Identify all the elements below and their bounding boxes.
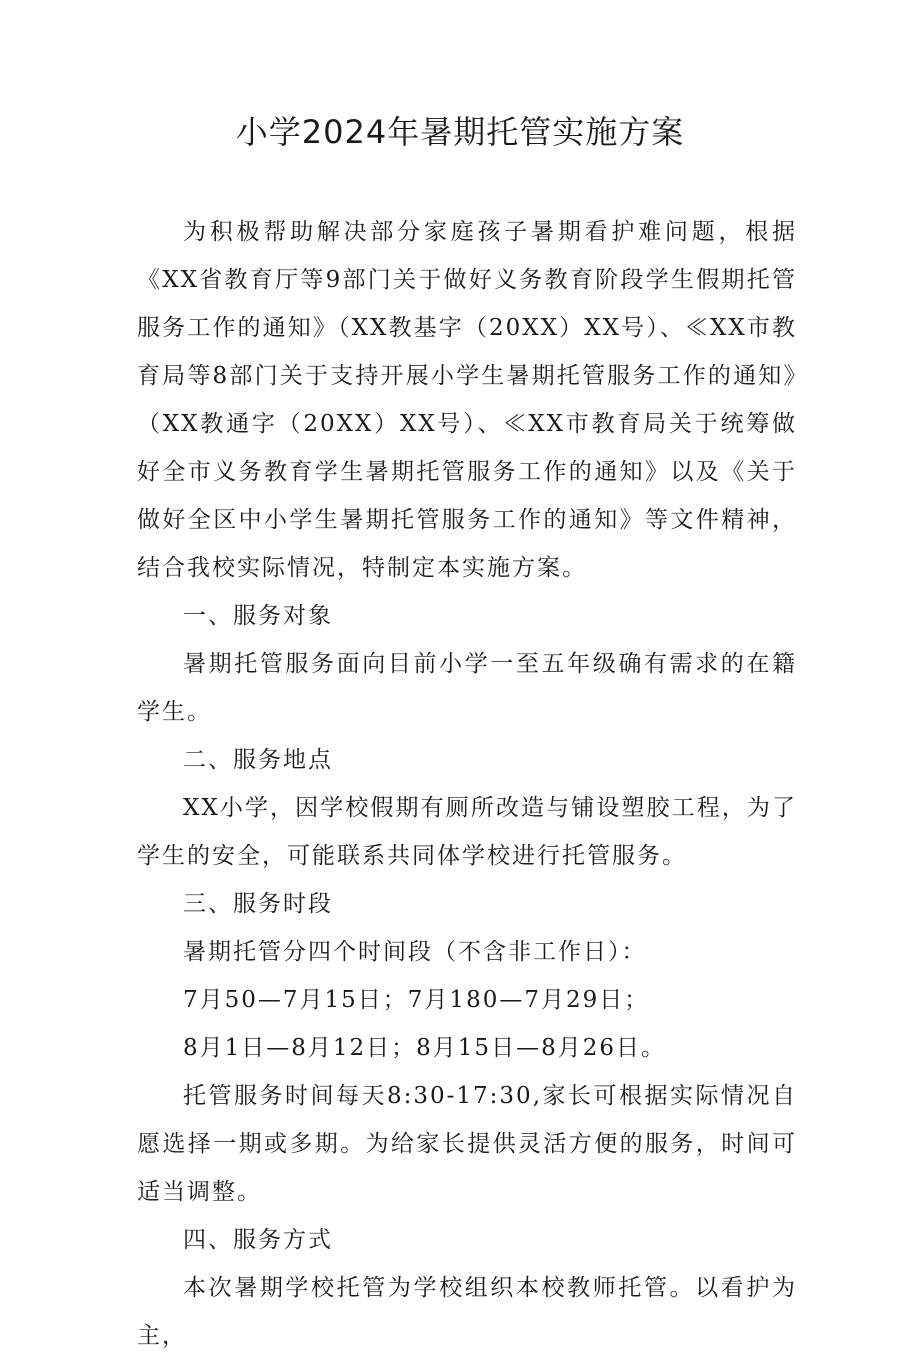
service-period-july: 7月50—7月15日；7月180—7月29日；: [183, 987, 650, 1013]
document-title: 小学2024年暑期托管实施方案: [235, 113, 685, 151]
service-hours-paragraph: 托管服务时间每天8:30-17:30,家长可根据实际情况自愿选择一期或多期。为给家长提供灵活方便的服务，时间可适当调整。: [137, 1083, 797, 1205]
service-period-august: 8月1日—8月12日；8月15日—8月26日。: [183, 1035, 666, 1061]
service-method-paragraph: 本次暑期学校托管为学校组织本校教师托管。以看护为主，: [137, 1275, 797, 1349]
section-heading-service-target: 一、服务对象: [183, 603, 333, 629]
section-heading-service-location: 二、服务地点: [183, 747, 333, 773]
document-body: [137, 208, 797, 1360]
service-period-intro: 暑期托管分四个时间段（不含非工作日）：: [183, 939, 647, 965]
section-heading-service-period: 三、服务时段: [183, 891, 333, 917]
section-heading-service-method: 四、服务方式: [183, 1227, 333, 1253]
service-target-paragraph: 暑期托管服务面向目前小学一至五年级确有需求的在籍学生。: [137, 651, 797, 725]
intro-paragraph: 为积极帮助解决部分家庭孩子暑期看护难问题，根据《XX省教育厅等9部门关于做好义务教育阶段学生假期托管服务工作的通知》（XX教基字（20XX）XX号）、≪XX市教育局等8部门关于支持开展小学生暑期托管服务工作的通知》（XX教通字（20XX）XX号）、≪XX市教育局关于统筹做好全市义务教育学生暑期托管服务工作的通知》以及《关于做好全区中小学生暑期托管服务工作的通知》等文件精神，结合我校实际情况，特制定本实施方案。: [137, 219, 797, 581]
service-location-paragraph: XX小学，因学校假期有厕所改造与铺设塑胶工程，为了学生的安全，可能联系共同体学校进行托管服务。: [137, 795, 797, 869]
